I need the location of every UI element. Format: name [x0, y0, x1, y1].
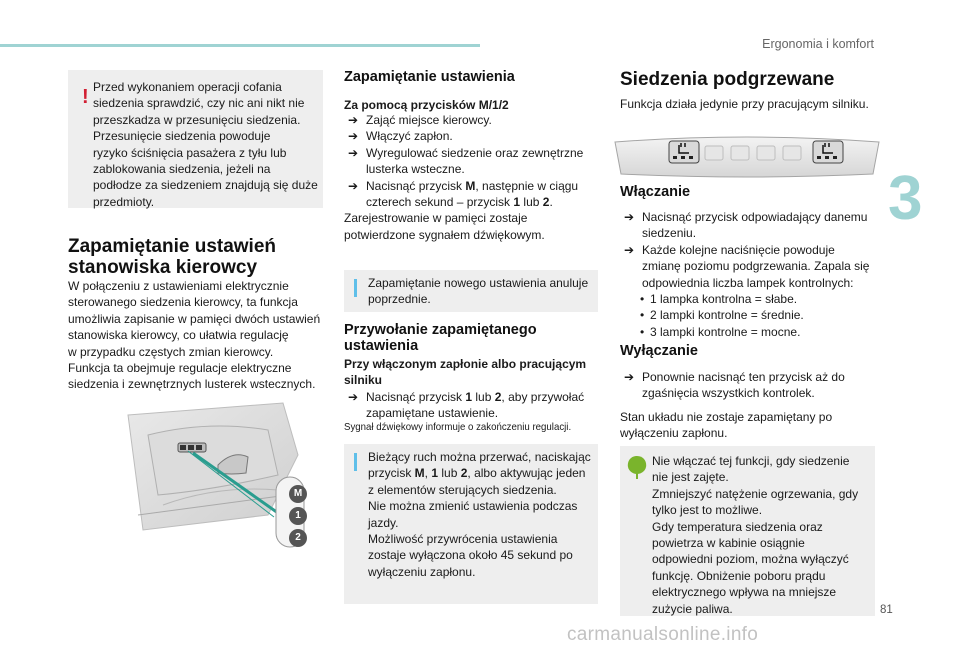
step-text: czterech sekund – przycisk: [366, 195, 514, 210]
step-text: zmianę poziomu podgrzewania. Zapala się: [642, 259, 870, 274]
switch-on-steps: [620, 209, 885, 340]
step-item: [344, 112, 604, 128]
info-box-interrupt: [344, 444, 598, 604]
step-text: Nacisnąć przycisk: [366, 178, 466, 193]
step-text: Każde kolejne naciśnięcie powoduje: [642, 242, 835, 257]
memory-button-m: M: [289, 485, 307, 503]
heading-line: Przywołanie zapamiętanego: [344, 322, 537, 338]
text-line: umożliwia zapisanie w pamięci dwóch ustawień: [68, 311, 321, 326]
text-line: funkcję. Obniżenie poboru prądu: [652, 568, 826, 583]
info-bar-icon: [354, 279, 357, 297]
bullet-icon: •: [640, 308, 645, 323]
text-line: Przesunięcie siedzenia powoduje: [93, 129, 271, 144]
text-line: poprzednie.: [368, 292, 431, 307]
text-part: , albo aktywując jeden: [467, 466, 586, 481]
heading-recall: [344, 322, 537, 354]
text-line: Nie włączać tej funkcji, gdy siedzenie: [652, 454, 850, 468]
bullet-icon: •: [640, 292, 645, 307]
step-text: lub: [520, 195, 543, 210]
step-text-bold: 1: [465, 389, 473, 404]
text-line: Nie można zmienić ustawienia podczas: [368, 499, 578, 514]
step-item: [620, 209, 885, 242]
eco-box: [620, 446, 875, 616]
text-line: zostaje wyłączona około 45 sekund po: [368, 548, 573, 563]
section-title: Ergonomia i komfort: [762, 37, 874, 51]
step-text: lusterka wsteczne.: [366, 162, 465, 177]
step-text: lub: [472, 389, 495, 404]
memory-button-1: 1: [289, 507, 307, 525]
level-item: [620, 324, 885, 340]
signal-note: Sygnał dźwiękowy informuje o zakończeniu regulacji.: [344, 421, 572, 433]
level-item: [620, 291, 885, 307]
text-line: Zarejestrowanie w pamięci zostaje: [344, 211, 528, 226]
text-part-bold: M: [414, 466, 425, 481]
watermark: carmanualsonline.info: [567, 624, 759, 645]
level-text: 1 lampka kontrolna = słabe.: [650, 292, 798, 307]
subheading-line: silniku: [344, 373, 383, 388]
driver-memory-body: [68, 278, 328, 393]
text-line: z elementów sterujących siedzenia.: [368, 482, 557, 497]
subheading-line: Przy włączonym zapłonie albo pracującym: [344, 357, 587, 371]
text-line: podłodze za siedzeniem znajdują się duże: [93, 178, 318, 193]
eco-leaf-icon: [626, 454, 648, 480]
heated-seats-intro: Funkcja działa jedynie przy pracującym silniku.: [620, 97, 869, 111]
heading-driver-memory: [68, 236, 276, 278]
heading-heated-seats: Siedzenia podgrzewane: [620, 69, 835, 90]
step-item: [620, 369, 885, 402]
text-line: wyłączeniu zapłonu.: [368, 564, 476, 579]
info-text: [368, 449, 596, 580]
heading-line: stanowiska kierowcy: [68, 257, 258, 278]
text-line: potwierdzone sygnałem dźwiękowym.: [344, 227, 545, 242]
bullet-icon: •: [640, 324, 645, 339]
step-text-bold: 2: [494, 389, 502, 404]
header-accent-bar: [0, 44, 480, 47]
step-text: zgaśnięcia wszystkich kontrolek.: [642, 386, 815, 401]
warning-exclamation-icon: !: [82, 86, 89, 108]
step-text: Nacisnąć przycisk odpowiadający danemu: [642, 210, 868, 224]
step-text: odpowiednia liczba lampek kontrolnych:: [642, 275, 854, 290]
text-line: W połączeniu z ustawieniami elektrycznie: [68, 279, 289, 293]
step-text: siedzeniu.: [642, 226, 697, 241]
text-line: Stan układu nie zostaje zapamiętany po: [620, 410, 833, 424]
heading-memorize: Zapamiętanie ustawienia: [344, 69, 515, 85]
heading-line: Zapamiętanie ustawień: [68, 236, 277, 257]
arrow-marker-icon: ➔: [348, 113, 359, 127]
step-text: Wyregulować siedzenie oraz zewnętrzne: [366, 145, 584, 160]
step-text-bold: M: [465, 178, 476, 193]
step-item: [344, 389, 604, 422]
step-text: Nacisnąć przycisk: [366, 389, 466, 404]
step-item: [344, 145, 604, 178]
memory-button-2: 2: [289, 529, 307, 547]
step-text: Ponownie nacisnąć ten przycisk aż do: [642, 370, 845, 384]
step-text: Zająć miejsce kierowcy.: [366, 113, 492, 127]
info-text: [368, 275, 594, 308]
page-number: 81: [880, 604, 893, 616]
arrow-marker-icon: ➔: [624, 370, 635, 384]
arrow-marker-icon: ➔: [624, 242, 635, 257]
step-item: [344, 178, 604, 211]
text-line: nie jest zajęte.: [652, 470, 729, 485]
text-line: zablokowania siedzenia, jeżeli na: [93, 162, 271, 177]
info-bar-icon: [354, 453, 357, 471]
text-line: stanowiska kierowcy, co ułatwia regulację: [68, 328, 289, 343]
step-item: [620, 242, 885, 291]
step-item: [344, 128, 604, 144]
warning-box: [68, 70, 323, 208]
step-text: , następnie w ciągu: [475, 178, 579, 193]
text-line: Możliwość przywrócenia ustawienia: [368, 532, 558, 547]
heated-seat-panel-illustration: [607, 128, 887, 182]
memorize-steps: [344, 112, 604, 243]
arrow-marker-icon: ➔: [348, 129, 359, 144]
step-text: Włączyć zapłon.: [366, 129, 453, 144]
switch-off-step: [620, 369, 885, 402]
text-line: zużycie paliwa.: [652, 601, 733, 616]
text-line: Zapamiętanie nowego ustawienia anuluje: [368, 276, 589, 290]
step-text: zapamiętane ustawienie.: [366, 406, 499, 421]
arrow-marker-icon: ➔: [348, 389, 359, 404]
state-note: [620, 409, 885, 442]
heading-line: ustawienia: [344, 338, 419, 354]
step-text-bold: 1: [513, 195, 521, 210]
arrow-marker-icon: ➔: [348, 178, 359, 193]
level-text: 3 lampki kontrolne = mocne.: [650, 324, 801, 339]
recall-section: [344, 356, 604, 422]
level-item: [620, 307, 885, 323]
text-part: przycisk: [368, 466, 415, 481]
text-line: Bieżący ruch można przerwać, naciskając: [368, 450, 591, 464]
text-line: sterowanego siedzenia kierowcy, ta funkcja: [68, 295, 298, 310]
text-line: Zmniejszyć natężenie ogrzewania, gdy: [652, 486, 859, 501]
text-line: Funkcja ta obejmuje regulacje elektryczne: [68, 361, 292, 376]
arrow-marker-icon: ➔: [348, 145, 359, 160]
step-text: .: [549, 195, 553, 210]
text-part: ,: [424, 466, 432, 481]
text-line: Przed wykonaniem operacji cofania: [93, 80, 282, 94]
text-part-bold: 2: [460, 466, 468, 481]
text-line: siedzenia i zewnętrznych lusterek wstecznych.: [68, 377, 316, 392]
step-text: , aby przywołać: [501, 389, 585, 404]
text-line: w przypadku częstych zmian kierowcy.: [68, 344, 274, 359]
text-line: tylko jest to możliwe.: [652, 503, 763, 518]
text-part: lub: [438, 466, 461, 481]
heading-switch-on: Włączanie: [620, 184, 691, 200]
text-line: wyłączeniu zapłonu.: [620, 426, 728, 441]
text-line: odpowiedni poziom, można wyłączyć: [652, 552, 849, 567]
step-text-bold: 2: [542, 195, 550, 210]
text-line: siedzenia sprawdzić, czy nic ani nikt nie: [93, 96, 305, 111]
warning-text: [93, 79, 319, 210]
eco-text: [652, 453, 872, 617]
text-line: [368, 465, 596, 481]
text-line: Gdy temperatura siedzenia oraz: [652, 519, 823, 534]
chapter-number: 3: [888, 164, 923, 233]
info-box-new-setting: [344, 270, 598, 312]
text-part-bold: 1: [431, 466, 439, 481]
text-line: przedmioty.: [93, 194, 155, 209]
arrow-marker-icon: ➔: [624, 210, 635, 224]
text-line: elektrycznego wpływa na mniejsze: [652, 585, 837, 600]
text-line: powietrza w kabinie osiągnie: [652, 536, 805, 551]
level-text: 2 lampki kontrolne = średnie.: [650, 308, 804, 323]
text-line: jazdy.: [368, 515, 399, 530]
text-line: ryzyko ściśnięcia pasażera z tyłu lub: [93, 145, 287, 160]
subheading-buttons: Za pomocą przycisków M/1/2: [344, 98, 509, 112]
heading-switch-off: Wyłączanie: [620, 343, 698, 359]
text-line: przeszkadza w przesunięciu siedzenia.: [93, 112, 301, 127]
